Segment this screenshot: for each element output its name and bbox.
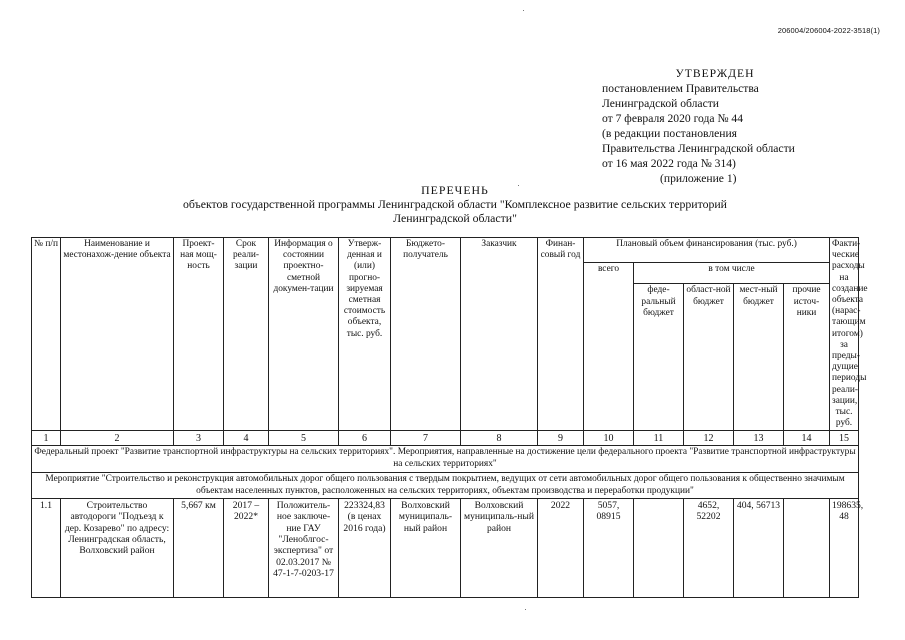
header-other: прочие источ-ники <box>784 284 830 431</box>
scan-speck <box>518 185 519 186</box>
object-year: 2022 <box>538 498 584 597</box>
header-cost: Утверж-денная и (или) прогно-зируемая сметная стоимость объекта, тыс. руб. <box>339 238 391 431</box>
column-number: 4 <box>224 431 269 446</box>
scan-speck <box>523 10 524 11</box>
scan-speck <box>525 609 526 610</box>
approval-stamp <box>590 66 830 186</box>
header-customer: Заказчик <box>461 238 538 431</box>
object-local: 404, 56713 <box>734 498 784 597</box>
column-number: 10 <box>584 431 634 446</box>
object-total: 5057, 08915 <box>584 498 634 597</box>
objects-table <box>31 237 868 598</box>
column-number: 12 <box>684 431 734 446</box>
approval-line: от 16 мая 2022 года № 314) <box>602 157 736 170</box>
title-line: объектов государственной программы Ленинградской области "Комплексное развитие сельских территорий <box>183 197 727 211</box>
object-regional: 4652, 52202 <box>684 498 734 597</box>
column-number: 1 <box>32 431 61 446</box>
document-id: 206004/206004-2022-3518(1) <box>777 26 880 35</box>
approval-line: Правительства Ленинградской области <box>602 142 795 155</box>
column-number: 8 <box>461 431 538 446</box>
approval-appendix: (приложение 1) <box>660 172 737 185</box>
column-number: 6 <box>339 431 391 446</box>
document-title <box>150 183 760 225</box>
header-name: Наименование и местонахож-дение объекта <box>61 238 174 431</box>
object-capacity: 5,667 км <box>174 498 224 597</box>
column-number: 3 <box>174 431 224 446</box>
object-cost: 223324,83 (в ценах 2016 года) <box>339 498 391 597</box>
header-including: в том числе <box>634 263 830 284</box>
column-number: 9 <box>538 431 584 446</box>
table-row <box>32 498 859 597</box>
header-number: № п/п <box>32 238 61 431</box>
object-period: 2017 – 2022* <box>224 498 269 597</box>
header-documentation: Информация о состоянии проектно-сметной докумен-тации <box>269 238 339 431</box>
header-period: Срок реали-зации <box>224 238 269 431</box>
header-capacity: Проект-ная мощ-ность <box>174 238 224 431</box>
column-number: 13 <box>734 431 784 446</box>
federal-project-row: Федеральный проект "Развитие транспортной инфраструктуры на сельских территориях". Мероприятия, направленные на достижение цели федерального проекта "Развитие транспортной инфраструктуры на сельских территориях" <box>32 446 859 473</box>
object-other <box>784 498 830 597</box>
object-customer: Волховский муниципаль-ный район <box>461 498 538 597</box>
approval-line: (в редакции постановления <box>602 127 737 140</box>
header-regional: област-ной бюджет <box>684 284 734 431</box>
object-federal <box>634 498 684 597</box>
object-recipient: Волховский муниципаль-ный район <box>391 498 461 597</box>
measure-row: Мероприятие "Строительство и реконструкция автомобильных дорог общего пользования с твердым покрытием, ведущих от сети автомобильных дорог общего пользования к общественно значимым объектам населенных пунктов, расположенных на сельских территориях, объектам производства и переработки продукции" <box>32 473 859 498</box>
column-number: 2 <box>61 431 174 446</box>
object-name: Строительство автодороги "Подъезд к дер. Козарево" по адресу: Ленинградская область, Волховский район <box>61 498 174 597</box>
header-total: всего <box>584 263 634 431</box>
header-federal: феде-ральный бюджет <box>634 284 684 431</box>
column-number: 7 <box>391 431 461 446</box>
column-number: 5 <box>269 431 339 446</box>
column-number: 15 <box>830 431 859 446</box>
approval-line: от 7 февраля 2020 года № 44 <box>602 112 744 125</box>
header-actual-expenses: Факти-ческие расходы на создание объекта (нарас-тающим итогом) за преды-дущие периоды реали-зации, тыс. руб. <box>830 238 859 431</box>
title-heading: ПЕРЕЧЕНЬ <box>421 183 489 197</box>
title-line: Ленинградской области" <box>393 211 517 225</box>
approval-line: Ленинградской области <box>602 97 719 110</box>
header-planned-financing: Плановый объем финансирования (тыс. руб.) <box>584 238 830 263</box>
column-number: 14 <box>784 431 830 446</box>
header-recipient: Бюджето-получатель <box>391 238 461 431</box>
header-local: мест-ный бюджет <box>734 284 784 431</box>
object-actual: 198635, 48 <box>830 498 859 597</box>
column-number: 11 <box>634 431 684 446</box>
approval-title: УТВЕРЖДЕН <box>675 67 755 80</box>
header-year: Финан-совый год <box>538 238 584 431</box>
object-documentation: Положитель-ное заключе-ние ГАУ "Леноблгос-экспертиза" от 02.03.2017 № 47-1-7-0203-17 <box>269 498 339 597</box>
row-number: 1.1 <box>32 498 61 597</box>
approval-line: постановлением Правительства <box>602 82 759 95</box>
